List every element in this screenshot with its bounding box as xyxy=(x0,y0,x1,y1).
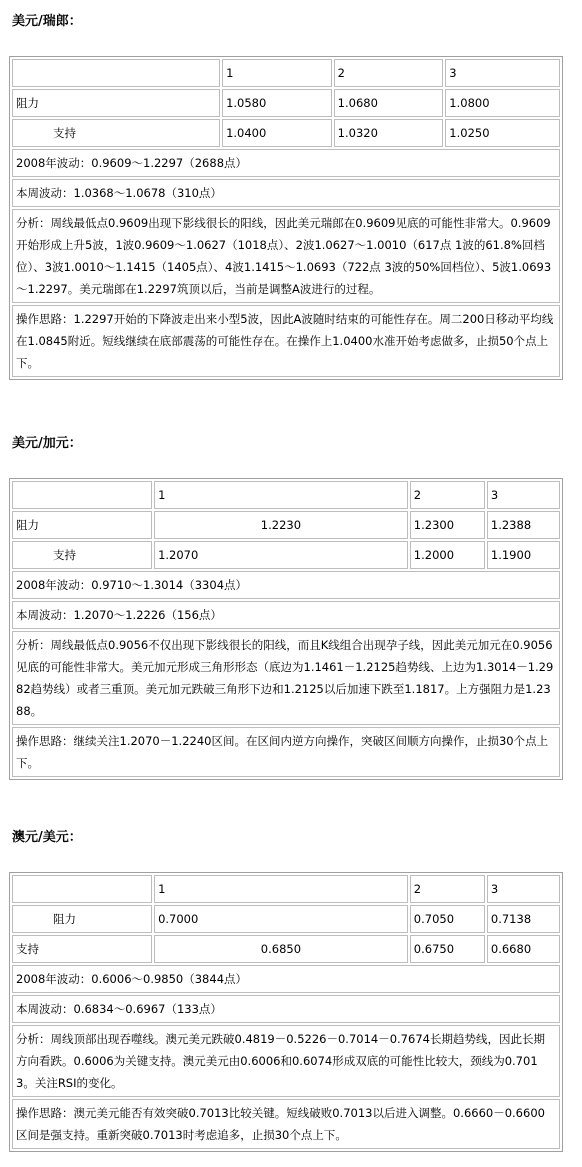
support-value-3: 0.6680 xyxy=(487,935,560,963)
range-week: 本周波动：0.6834～0.6967（133点） xyxy=(12,995,560,1023)
support-label: 支持 xyxy=(12,935,152,963)
header-cell-3: 3 xyxy=(487,481,560,509)
support-value-1: 1.0400 xyxy=(222,119,332,147)
range-2008: 2008年波动：0.6006～0.9850（3844点） xyxy=(12,965,560,993)
analysis-text: 分析：周线顶部出现吞噬线。澳元美元跌破0.4819－0.5226－0.7014－0.7674长期趋势线，因此长期方向看跌。0.6006为关键支持。澳元美元由0.6006和0.6074形成双底的可能性比较大，颈线为0.7013。关注RSI的变化。 xyxy=(12,1025,560,1097)
strategy-text: 操作思路：澳元美元能否有效突破0.7013比较关键。短线破败0.7013以后进入调整。0.6660－0.6600区间是强支持。重新突破0.7013时考虑追多，止损30个点上下。 xyxy=(12,1099,560,1149)
strategy-text: 操作思路：1.2297开始的下降波走出来小型5波，因此A波随时结束的可能性存在。周二200日移动平均线在1.0845附近。短线继续在底部震荡的可能性存在。在操作上1.0400水准开始考虑做多，止损50个点上下。 xyxy=(12,305,560,377)
table-header-row xyxy=(12,875,560,903)
range-2008: 2008年波动：0.9710～1.3014（3304点） xyxy=(12,571,560,599)
resistance-value-1: 1.2230 xyxy=(154,511,408,539)
strategy-text: 操作思路：继续关注1.2070－1.2240区间。在区间内逆方向操作，突破区间顺方向操作，止损30个点上下。 xyxy=(12,727,560,777)
table-usdchf xyxy=(9,56,563,380)
support-label: 支持 xyxy=(12,541,152,569)
resistance-value-2: 1.2300 xyxy=(410,511,485,539)
support-value-3: 1.1900 xyxy=(487,541,560,569)
resistance-value-3: 1.2388 xyxy=(487,511,560,539)
resistance-value-3: 0.7138 xyxy=(487,905,560,933)
header-cell-2: 2 xyxy=(410,875,485,903)
resistance-row xyxy=(12,89,560,117)
header-cell-2: 2 xyxy=(334,59,444,87)
analysis-text: 分析：周线最低点0.9056不仅出现下影线很长的阳线，而且K线组合出现孕子线，因此美元加元在0.9056见底的可能性非常大。美元加元形成三角形形态（底边为1.1461－1.2125趋势线、上边为1.3014－1.2982趋势线）或者三重顶。美元加元跌破三角形下边和1.2125以后加速下跌至1.1817。上方强阻力是1.2388。 xyxy=(12,631,560,725)
header-cell-3: 3 xyxy=(445,59,560,87)
support-row xyxy=(12,119,560,147)
range-week: 本周波动：1.0368～1.0678（310点） xyxy=(12,179,560,207)
resistance-row xyxy=(12,905,560,933)
resistance-value-2: 1.0680 xyxy=(334,89,444,117)
header-cell-1: 1 xyxy=(222,59,332,87)
section-title-audusd: 澳元/美元： xyxy=(12,830,82,845)
support-row xyxy=(12,935,560,963)
resistance-label: 阻力 xyxy=(12,89,220,117)
analysis-text: 分析：周线最低点0.9609出现下影线很长的阳线，因此美元瑞郎在0.9609见底的可能性非常大。0.9609开始形成上升5波，1波0.9609～1.0627（1018点）、2波1.0627～1.0010（617点 1波的61.8%回档位）、3波1.0010～1.1415（1405点）、4波1.1415～1.0693（722点 3波的50%回档位）、5波1.0693～1.2297。美元瑞郎在1.2297筑顶以后，当前是调整A波进行的过程。 xyxy=(12,209,560,303)
support-value-3: 1.0250 xyxy=(445,119,560,147)
table-header-row xyxy=(12,481,560,509)
support-value-1: 0.6850 xyxy=(154,935,408,963)
table-header-row xyxy=(12,59,560,87)
support-value-2: 0.6750 xyxy=(410,935,485,963)
section-title-usdchf: 美元/瑞郎： xyxy=(12,14,82,29)
table-usdcad xyxy=(9,478,563,780)
support-label: 支持 xyxy=(12,119,220,147)
header-cell-2: 2 xyxy=(410,481,485,509)
resistance-label: 阻力 xyxy=(12,905,152,933)
header-cell-empty xyxy=(12,875,152,903)
support-value-2: 1.0320 xyxy=(334,119,444,147)
resistance-value-2: 0.7050 xyxy=(410,905,485,933)
header-cell-1: 1 xyxy=(154,875,408,903)
support-value-1: 1.2070 xyxy=(154,541,408,569)
resistance-value-1: 1.0580 xyxy=(222,89,332,117)
header-cell-1: 1 xyxy=(154,481,408,509)
header-cell-empty xyxy=(12,59,220,87)
section-title-usdcad: 美元/加元： xyxy=(12,436,82,451)
resistance-label: 阻力 xyxy=(12,511,152,539)
support-row xyxy=(12,541,560,569)
header-cell-empty xyxy=(12,481,152,509)
resistance-value-1: 0.7000 xyxy=(154,905,408,933)
resistance-row xyxy=(12,511,560,539)
range-2008: 2008年波动：0.9609～1.2297（2688点） xyxy=(12,149,560,177)
header-cell-3: 3 xyxy=(487,875,560,903)
table-audusd xyxy=(9,872,563,1152)
support-value-2: 1.2000 xyxy=(410,541,485,569)
resistance-value-3: 1.0800 xyxy=(445,89,560,117)
range-week: 本周波动：1.2070～1.2226（156点） xyxy=(12,601,560,629)
